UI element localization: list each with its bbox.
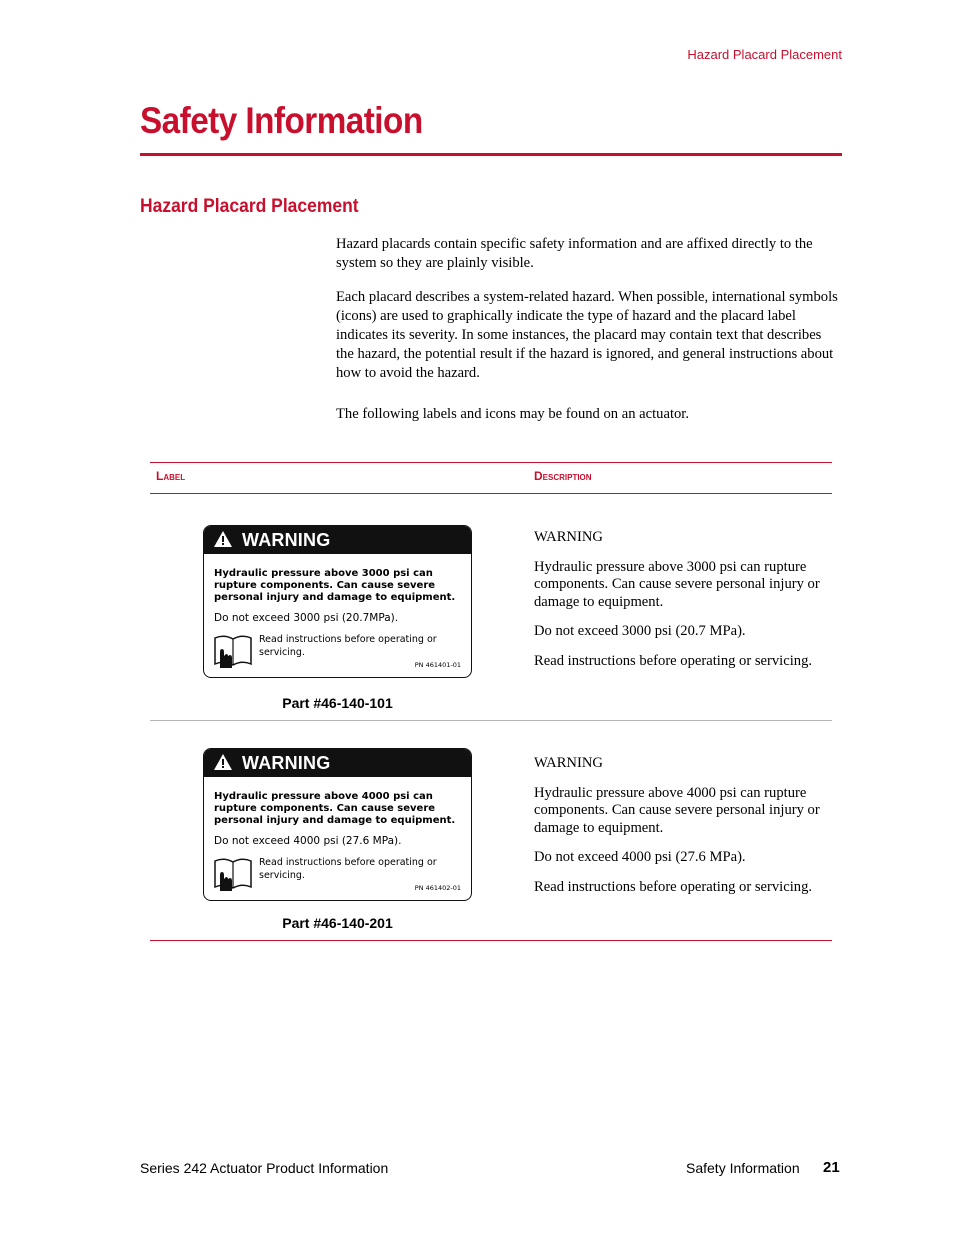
placard-instruction-text: Read instructions before operating or servicing.	[259, 634, 437, 658]
column-header-label: Label	[156, 469, 186, 483]
read-manual-icon	[213, 855, 253, 893]
chapter-title: Safety Information	[140, 100, 423, 141]
placard-title: WARNING	[242, 753, 331, 773]
description-hazard: Hydraulic pressure above 3000 psi can rupture components. Can cause severe personal injury or damage to equipment.	[534, 558, 820, 610]
row-divider	[150, 720, 832, 721]
read-manual-icon	[213, 632, 253, 670]
placard-hazard-text: Hydraulic pressure above 4000 psi can rupture components. Can cause severe personal injury and damage to equipment.	[214, 791, 456, 826]
footer-doc-title: Series 242 Actuator Product Information	[140, 1160, 389, 1176]
warning-triangle-icon	[213, 753, 233, 771]
warning-placard	[203, 525, 472, 678]
row-description	[534, 529, 830, 670]
part-number-caption: Part #46-140-201	[282, 915, 393, 931]
placard-instruction-text: Read instructions before operating or servicing.	[259, 857, 437, 881]
placard-limit-text: Do not exceed 4000 psi (27.6 MPa).	[214, 835, 402, 847]
table-bottom-rule	[150, 940, 832, 941]
description-hazard: Hydraulic pressure above 4000 psi can rupture components. Can cause severe personal injury or damage to equipment.	[534, 784, 820, 836]
running-head: Hazard Placard Placement	[687, 47, 842, 62]
section-title: Hazard Placard Placement	[140, 196, 359, 217]
page-number: 21	[823, 1159, 840, 1176]
description-limit: Do not exceed 4000 psi (27.6 MPa).	[534, 849, 746, 865]
column-header-description: Description	[534, 469, 592, 483]
part-number-caption: Part #46-140-101	[282, 695, 393, 711]
placard-description-paragraph: Each placard describes a system-related hazard. When possible, international symbols (icons) are used to graphically indicate the type of hazard and the placard label indicates its severity. In some instances, the placard may contain text that describes the hazard, the potential result if the hazard is ignored, and general instructions about how to avoid the hazard.	[336, 289, 838, 381]
description-limit: Do not exceed 3000 psi (20.7 MPa).	[534, 623, 746, 639]
title-rule	[140, 153, 842, 156]
warning-placard	[203, 748, 472, 901]
table-lead-paragraph: The following labels and icons may be found on an actuator.	[336, 406, 689, 422]
placard-header	[204, 749, 471, 777]
description-instruction: Read instructions before operating or servicing.	[534, 652, 813, 669]
description-instruction: Read instructions before operating or servicing.	[534, 878, 813, 895]
placard-header	[204, 526, 471, 554]
row-description	[534, 755, 830, 896]
intro-paragraph: Hazard placards contain specific safety information and are affixed directly to the system so they are plainly visible.	[336, 236, 813, 271]
placard-part-number: PN 461401-01	[414, 661, 461, 669]
description-signal-word: WARNING	[534, 755, 603, 771]
header-bottom-rule	[150, 493, 832, 494]
description-signal-word: WARNING	[534, 529, 603, 545]
placard-part-number: PN 461402-01	[414, 884, 461, 892]
table-top-rule	[150, 462, 832, 463]
placard-hazard-text: Hydraulic pressure above 3000 psi can rupture components. Can cause severe personal injury and damage to equipment.	[214, 568, 456, 603]
warning-triangle-icon	[213, 530, 233, 548]
placard-title: WARNING	[242, 530, 331, 550]
placard-limit-text: Do not exceed 3000 psi (20.7MPa).	[214, 612, 399, 624]
footer-chapter: Safety Information	[686, 1160, 800, 1176]
